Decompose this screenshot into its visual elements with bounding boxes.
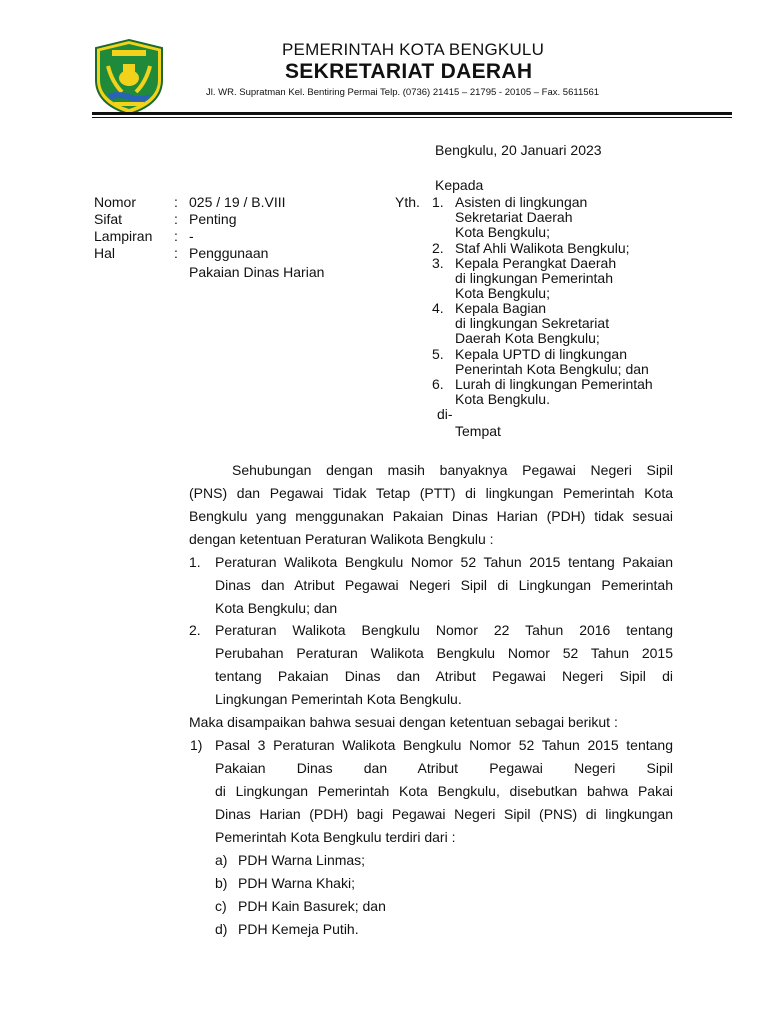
recipient-line: Kota Bengkulu; [455,224,550,240]
sifat-label: Sifat [94,211,123,227]
recipient-line: di lingkungan Sekretariat [455,315,610,331]
letterhead-office: SEKRETARIAT DAERAH [285,60,533,83]
nomor-label: Nomor [94,194,137,210]
regulation-line: Dinas dan Atribut Pegawai Negeri Sipil di Lingkungan Pemerintah [215,577,673,593]
regulation-line: Peraturan Walikota Bengkulu Nomor 22 Tahun 2016 tentang [215,622,673,638]
regulation-number: 2. [189,622,201,638]
tempat-label: Tempat [455,423,501,439]
recipient-number: 5. [432,346,444,362]
colon: : [174,211,178,227]
recipient-line: Staf Ahli Walikota Bengkulu; [455,240,630,256]
subitem-text: PDH Kemeja Putih. [238,921,359,937]
subitem-letter: d) [215,921,228,937]
subitem-letter: c) [215,898,227,914]
subitem-text: PDH Warna Khaki; [238,875,355,891]
point-line: Pakaian Dinas dan Atribut Pegawai Negeri Sipil [215,760,673,776]
recipient-line: Kepala Perangkat Daerah [455,255,617,271]
subitem-text: PDH Warna Linmas; [238,852,366,868]
point-number: 1) [190,737,203,753]
paragraph-line: Sehubungan dengan masih banyaknya Pegawai Negeri Sipil [232,462,673,478]
recipient-number: 1. [432,194,444,210]
paragraph-line: (PNS) dan Pegawai Tidak Tetap (PTT) di lingkungan Pemerintah Kota [189,485,673,501]
maka-line: Maka disampaikan bahwa sesuai dengan ketentuan sebagai berikut : [189,714,618,730]
point-line: di Lingkungan Pemerintah Kota Bengkulu, disebutkan bahwa Pakai [215,783,673,799]
colon: : [174,194,178,210]
recipient-number: 3. [432,255,444,271]
date-line: Bengkulu, 20 Januari 2023 [435,142,602,158]
recipient-number: 6. [432,376,444,392]
paragraph-line: dengan ketentuan Peraturan Walikota Bengkulu : [189,531,494,547]
point-line: Dinas Harian (PDH) bagi Pegawai Negeri Sipil (PNS) di lingkungan [215,806,673,822]
lampiran-label: Lampiran [94,228,153,244]
regulation-line: Perubahan Peraturan Walikota Bengkulu Nomor 52 Tahun 2015 [215,645,673,661]
letterhead-address: Jl. WR. Supratman Kel. Bentiring Permai Telp. (0736) 21415 – 21795 - 20105 – Fax. 5611561 [206,87,600,98]
colon: : [174,245,178,261]
recipient-line: di lingkungan Pemerintah [455,270,613,286]
regulation-line: Kota Bengkulu; dan [215,600,338,616]
recipient-line: Sekretariat Daerah [455,209,573,225]
di-label: di- [437,406,453,422]
subitem-letter: a) [215,852,228,868]
point-line: Pasal 3 Peraturan Walikota Bengkulu Nomor 52 Tahun 2015 tentang [215,737,673,753]
sifat-value: Penting [189,211,237,227]
regulation-number: 1. [189,554,201,570]
regulation-line: tentang Pakaian Dinas dan Atribut Pegawai Negeri Sipil di [215,668,673,684]
subitem-letter: b) [215,875,228,891]
letterhead-government: PEMERINTAH KOTA BENGKULU [282,40,545,59]
nomor-value: 025 / 19 / B.VIII [189,194,286,210]
city-emblem-logo [92,38,166,116]
hal-label: Hal [94,245,116,261]
recipient-line: Kota Bengkulu; [455,285,550,301]
paragraph-line: Bengkulu yang menggunakan Pakaian Dinas Harian (PDH) tidak sesuai [189,508,673,524]
recipient-line: Penerintah Kota Bengkulu; dan [455,361,649,377]
hal-value-line-2: Pakaian Dinas Harian [189,264,325,280]
yth-label: Yth. [395,194,420,210]
kepada-label: Kepada [435,177,484,193]
recipient-line: Kepala Bagian [455,300,547,316]
recipient-number: 4. [432,300,444,316]
colon: : [174,228,178,244]
subitem-text: PDH Kain Basurek; dan [238,898,386,914]
recipient-line: Lurah di lingkungan Pemerintah [455,376,653,392]
recipient-line: Kepala UPTD di lingkungan [455,346,627,362]
recipient-line: Daerah Kota Bengkulu; [455,330,600,346]
hal-value-line-1: Penggunaan [189,245,269,261]
letterhead-rule-thin [92,117,732,118]
letterhead-rule-thick [92,112,732,115]
lampiran-value: - [189,228,194,244]
point-line: Pemerintah Kota Bengkulu terdiri dari : [215,829,456,845]
recipient-number: 2. [432,240,444,256]
regulation-line: Lingkungan Pemerintah Kota Bengkulu. [215,691,462,707]
recipient-line: Asisten di lingkungan [455,194,588,210]
regulation-line: Peraturan Walikota Bengkulu Nomor 52 Tahun 2015 tentang Pakaian [215,554,673,570]
recipient-line: Kota Bengkulu. [455,391,550,407]
